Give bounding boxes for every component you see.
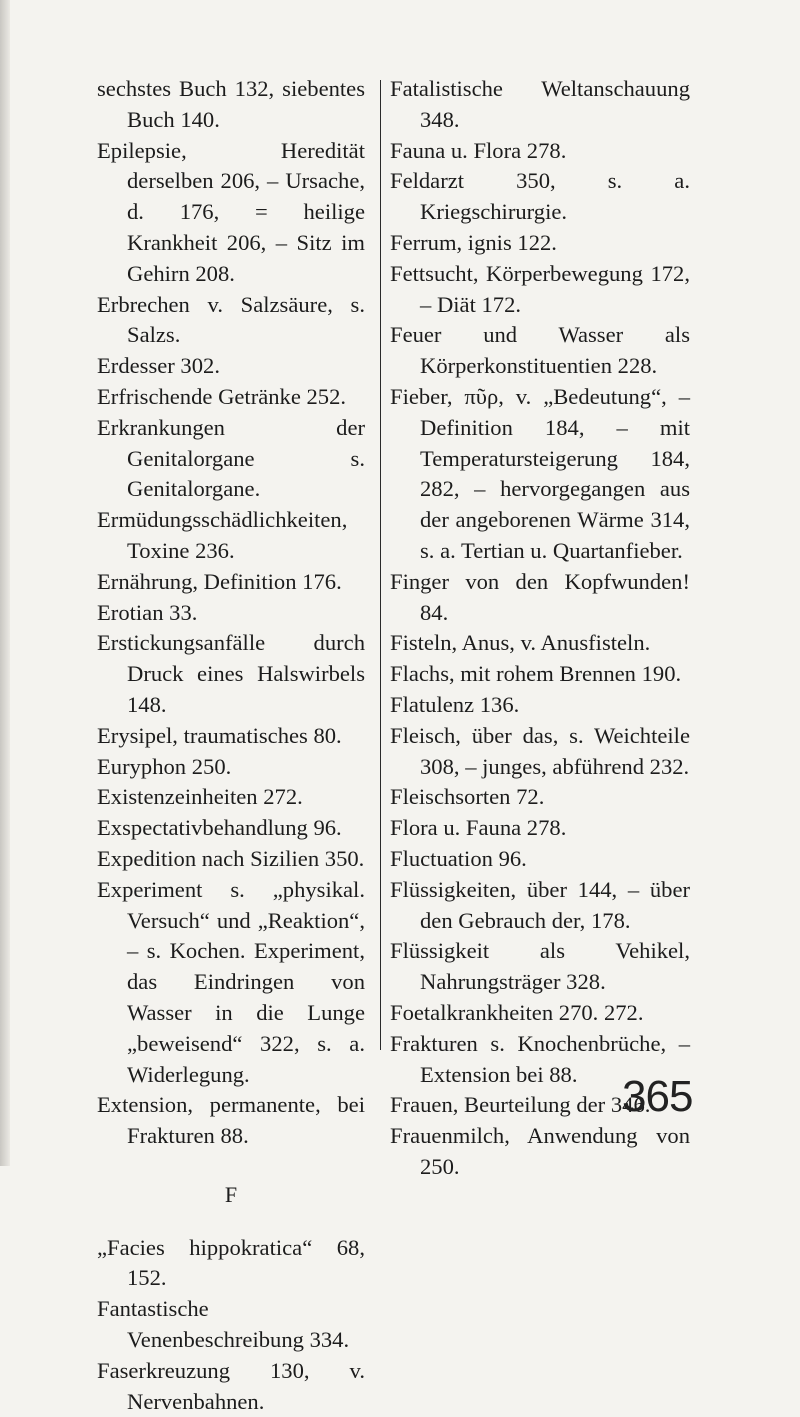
index-column-right — [390, 74, 693, 1183]
index-entry: Fantastische Venenbeschreibung 334. — [97, 1296, 350, 1353]
index-entry: Flatulenz 136. — [390, 691, 520, 717]
index-entry: Erdesser 302. — [97, 353, 220, 379]
index-entry: Flüssigkeiten, über 144, – über den Gebrauch der, 178. — [390, 876, 690, 933]
index-entry: Erotian 33. — [97, 599, 198, 625]
index-entry: Erstickungsanfälle durch Druck eines Halswirbels 148. — [97, 630, 365, 717]
index-entry: Exspectativbehandlung 96. — [97, 815, 342, 841]
page-number: 365 — [622, 1072, 693, 1121]
index-entry: Erkrankungen der Genitalorgane s. Genitalorgane. — [97, 414, 365, 502]
index-entry: Erbrechen v. Salzsäure, s. Salzs. — [97, 291, 365, 348]
index-entry: Foetalkrankheiten 270. 272. — [390, 999, 644, 1025]
index-entry: Frauenmilch, Anwendung von 250. — [390, 1123, 690, 1179]
page-binding-edge — [0, 0, 10, 1166]
index-entry: Extension, permanente, bei Frakturen 88. — [97, 1092, 365, 1149]
index-entry: Ernährung, Definition 176. — [97, 568, 342, 594]
index-entry: Expedition nach Sizilien 350. — [97, 845, 365, 871]
index-entry: Fluctuation 96. — [390, 845, 527, 871]
index-entry: Fleischsorten 72. — [390, 784, 545, 810]
index-entry: Ferrum, ignis 122. — [390, 229, 557, 255]
index-entry: Fieber, πῦρ, v. „Bedeutung“, – Definition 184, – mit Temperatursteigerung 184, 282, – hervorgegangen aus der angeborenen Wärme 314, s. a. Tertian u. Quartanfieber. — [390, 383, 690, 563]
index-entry: Erfrischende Getränke 252. — [97, 383, 347, 409]
index-entry: Flachs, mit rohem Brennen 190. — [390, 661, 682, 687]
index-column-left — [97, 74, 365, 1417]
index-entry: Finger von den Kopfwunden! 84. — [390, 568, 690, 625]
index-entry: Fatalistische Weltanschauung 348. — [390, 76, 690, 132]
index-entry: Epilepsie, Heredität derselben 206, – Ursache, d. 176, = heilige Krankheit 206, – Sitz im Gehirn 208. — [97, 137, 365, 286]
index-entry: sechstes Buch 132, siebentes Buch 140. — [97, 76, 365, 132]
section-letter-heading: F — [224, 1181, 238, 1207]
index-entry: Frakturen s. Knochenbrüche, – Extension bei 88. — [390, 1030, 690, 1087]
index-entry: Ermüdungsschädlichkeiten, Toxine 236. — [97, 507, 348, 563]
index-entry: Erysipel, traumatisches 80. — [97, 722, 342, 748]
column-divider — [380, 80, 381, 1050]
index-entry: Fettsucht, Körperbewegung 172, – Diät 172. — [390, 260, 690, 317]
index-entry: „Facies hippokratica“ 68, 152. — [97, 1234, 365, 1291]
index-entry: Fisteln, Anus, v. Anusfisteln. — [390, 630, 651, 656]
index-entry: Euryphon 250. — [97, 753, 232, 779]
index-entry: Existenzeinheiten 272. — [97, 784, 303, 810]
index-entry: Flora u. Fauna 278. — [390, 815, 567, 841]
index-entry: Feuer und Wasser als Körperkonstituentien 228. — [390, 322, 690, 379]
index-entry: Faserkreuzung 130, v. Nervenbahnen. — [97, 1357, 365, 1414]
index-entry: Fleisch, über das, s. Weichteile 308, – junges, abführend 232. — [390, 722, 690, 779]
index-entry: Flüssigkeit als Vehikel, Nahrungsträger 328. — [390, 938, 690, 995]
index-entry: Fauna u. Flora 278. — [390, 137, 567, 163]
index-entry: Experiment s. „physikal. Versuch“ und „Reaktion“, – s. Kochen. Experiment, das Eindringen von Wasser in die Lunge „beweisend“ 322, s. a. Widerlegung. — [97, 876, 365, 1087]
index-entry: Frauen, Beurteilung der 346. — [390, 1092, 651, 1118]
index-entry: Feldarzt 350, s. a. Kriegschirurgie. — [390, 168, 690, 225]
